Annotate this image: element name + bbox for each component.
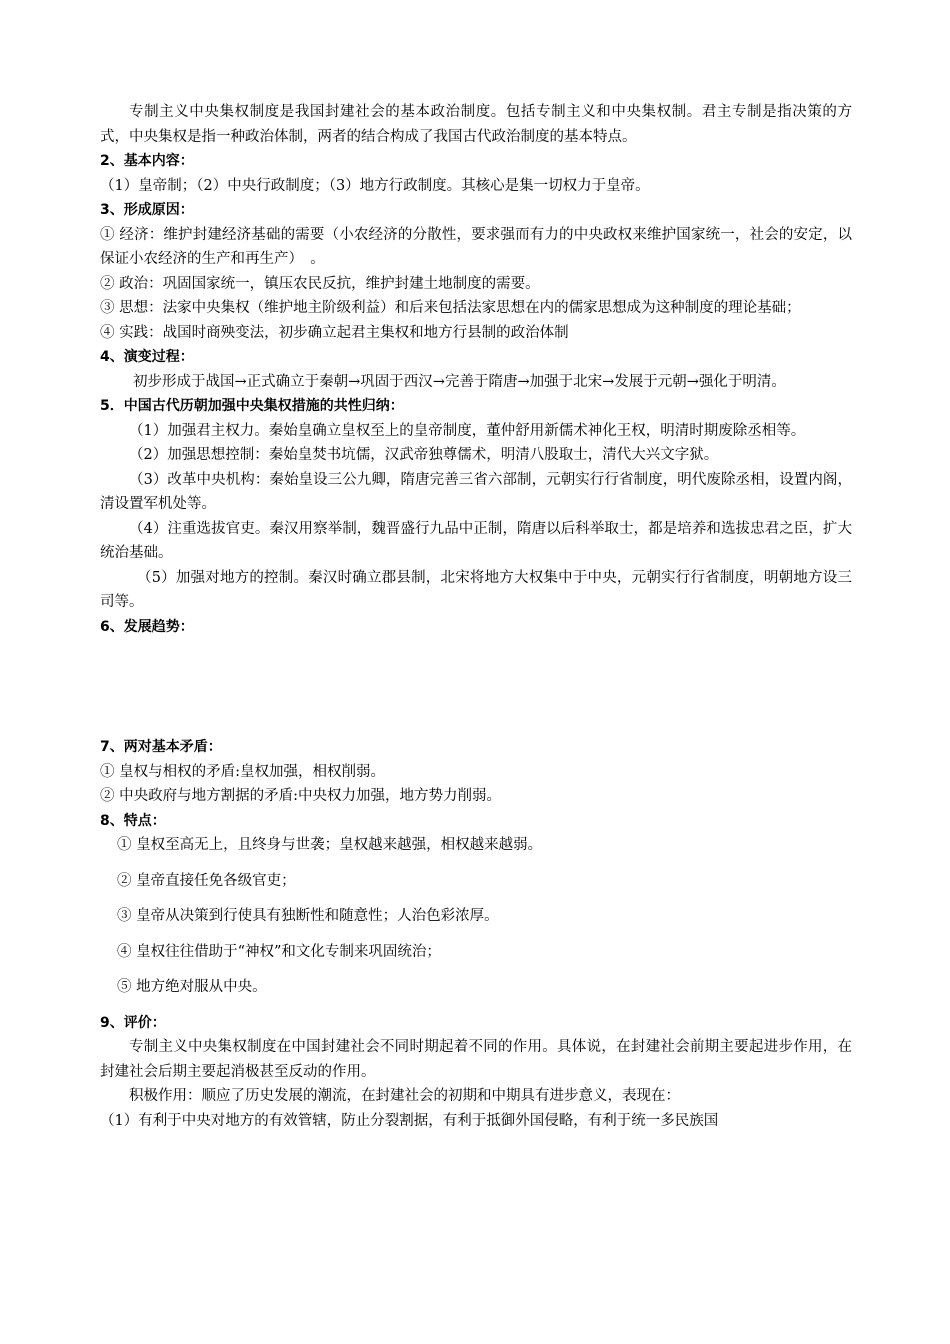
intro-paragraph: 专制主义中央集权制度是我国封建社会的基本政治制度。包括专制主义和中央集权制。君主专制是指决策的方式，中央集权是指一种政治体制，两者的结合构成了我国古代政治制度的基本特点。: [100, 104, 852, 145]
section-8-item-4: ④ 皇权往往借助于“神权”和文化专制来巩固统治；: [117, 943, 441, 960]
section-9-paragraph-3: （1）有利于中央对地方的有效管辖，防止分裂割据，有利于抵御外国侵略，有利于统一多民族国: [100, 1112, 719, 1129]
section-4-heading: 4、演变过程：: [100, 349, 194, 365]
section-3-item-1: ① 经济：维护封建经济基础的需要（小农经济的分散性，要求强而有力的中央政权来维护国家统一，社会的安定，以保证小农经济的生产和再生产） 。: [100, 226, 852, 267]
section-3-item-2: ② 政治：巩固国家统一，镇压农民反抗，维护封建土地制度的需要。: [100, 275, 540, 292]
section-5-item-2: （2）加强思想控制：秦始皇焚书坑儒，汉武帝独尊儒术，明清八股取士，清代大兴文字狱。: [129, 447, 719, 463]
section-6-heading: 6、发展趋势：: [100, 618, 194, 635]
section-7-heading: 7、两对基本矛盾：: [100, 739, 222, 755]
section-5-item-1: （1）加强君主权力。秦始皇确立皇权至上的皇帝制度，董仲舒用新儒术神化王权，明清时期废除丞相等。: [129, 422, 806, 439]
section-2-heading: 2、基本内容：: [100, 153, 194, 169]
section-9-paragraph-2: 积极作用：顺应了历史发展的潮流，在封建社会的初期和中期具有进步意义，表现在：: [129, 1088, 680, 1104]
section-5-item-3: （3）改革中央机构：秦始皇设三公九卿，隋唐完善三省六部制，元朝实行行省制度，明代废除丞相，设置内阁，清设置军机处等。: [100, 471, 852, 512]
section-8-heading: 8、特点：: [100, 812, 166, 829]
section-5-item-5: （5）加强对地方的控制。秦汉时确立郡县制，北宋将地方大权集中于中央，元朝实行行省制度，明朝地方设三司等。: [100, 569, 852, 610]
section-3-item-3: ③ 思想：法家中央集权（维护地主阶级利益）和后来包括法家思想在内的儒家思想成为这种制度的理论基础；: [100, 300, 801, 316]
section-8-item-5: ⑤ 地方绝对服从中央。: [117, 979, 267, 995]
section-2-text: （1）皇帝制；（2）中央行政制度；（3）地方行政制度。其核心是集一切权力于皇帝。: [100, 177, 650, 194]
document-page: [100, 100, 852, 1133]
section-3-heading: 3、形成原因：: [100, 202, 194, 218]
section-6-blank-area: [100, 639, 852, 735]
section-8-item-2: ② 皇帝直接任免各级官吏；: [117, 872, 296, 889]
section-5-item-4: （4）注重选拔官吏。秦汉用察举制，魏晋盛行九品中正制，隋唐以后科举取士，都是培养和选拔忠君之臣，扩大统治基础。: [100, 520, 852, 561]
section-9-paragraph-1: 专制主义中央集权制度在中国封建社会不同时期起着不同的作用。具体说，在封建社会前期主要起进步作用，在封建社会后期主要起消极甚至反动的作用。: [100, 1039, 852, 1080]
section-7-item-1: ① 皇权与相权的矛盾:皇权加强，相权削弱。: [100, 763, 385, 780]
section-8-item-1: ① 皇权至高无上，且终身与世袭；皇权越来越强，相权越来越弱。: [117, 837, 543, 853]
section-9-heading: 9、评价：: [100, 1014, 166, 1031]
section-8-item-3: ③ 皇帝从决策到行使具有独断性和随意性；人治色彩浓厚。: [117, 908, 499, 924]
section-4-text: 初步形成于战国→正式确立于秦朝→巩固于西汉→完善于隋唐→加强于北宋→发展于元朝→强化于明清。: [133, 373, 786, 390]
section-3-item-4: ④ 实践：战国时商殃变法，初步确立起君主集权和地方行县制的政治体制: [100, 324, 569, 341]
section-7-item-2: ② 中央政府与地方割据的矛盾:中央权力加强，地方势力削弱。: [100, 788, 501, 804]
section-5-heading: 5．中国古代历朝加强中央集权措施的共性归纳：: [100, 398, 404, 414]
